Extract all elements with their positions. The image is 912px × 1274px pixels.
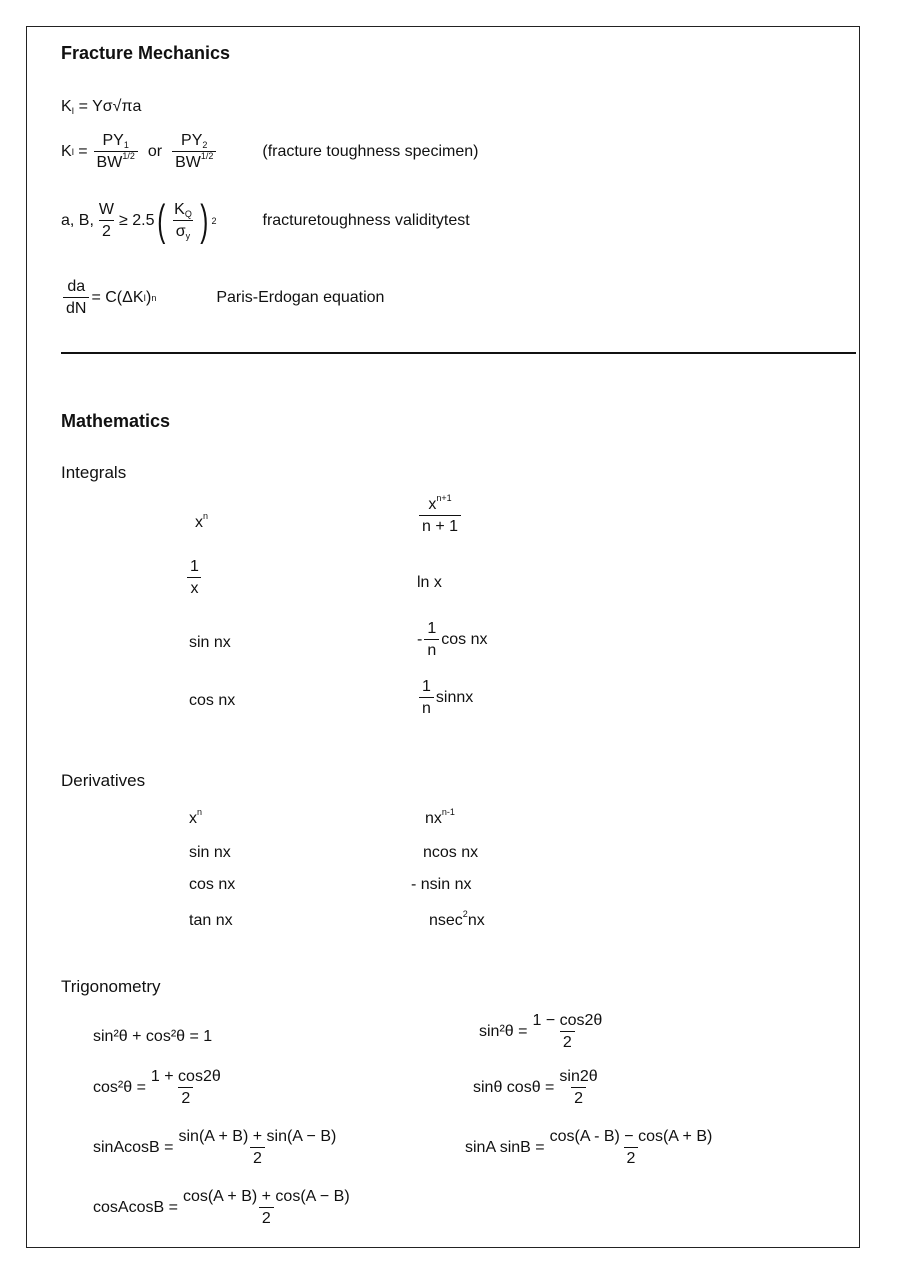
integral-1-num: x (428, 496, 437, 513)
trig-r2-left-lhs: cos²θ = (93, 1079, 146, 1096)
section-divider (61, 352, 856, 354)
trig-sinAcosB (93, 1129, 341, 1167)
eq2-note: (fracture toughness specimen) (262, 143, 479, 160)
integral-3-suffix: cos nx (441, 631, 488, 648)
eq2-f1-den: BW (96, 154, 123, 171)
integral-2-num: 1 (190, 558, 199, 575)
eq3-inner-num-sub: Q (184, 209, 192, 219)
derivative-row-4-result (429, 909, 485, 929)
integral-row-2-function (185, 559, 204, 597)
trig-sin-squared (479, 1013, 607, 1051)
integral-1-den: n + 1 (419, 515, 461, 535)
integral-1-f-sup: n (203, 511, 209, 521)
trig-r2-left-den: 2 (178, 1087, 193, 1107)
trig-r4-left-den: 2 (259, 1207, 274, 1227)
eq1-rhs: = Yσ√πa (74, 98, 142, 115)
eq2-f2-num: PY (181, 132, 203, 149)
integral-row-3-function: sin nx (189, 634, 231, 651)
eq4-num: da (67, 278, 86, 295)
formula-sheet (26, 26, 860, 1248)
trigonometry-heading: Trigonometry (61, 977, 161, 996)
eq3-fraction (96, 202, 117, 240)
trig-r4-left-num: cos(A + B) + cos(A − B) (182, 1188, 350, 1205)
eq2-f1-num-sub: 1 (123, 140, 129, 150)
derivative-4-d: nsec (429, 912, 463, 929)
eq4-rhs: = C(ΔK (91, 289, 144, 306)
derivatives-heading: Derivatives (61, 771, 146, 790)
fracture-mechanics-title: Fracture Mechanics (61, 43, 231, 63)
integral-row-1-result (417, 493, 463, 535)
trig-sin-cos-product (473, 1069, 603, 1107)
validity-test-equation: a, B, $\frac{W}{2}$ ≥ 2.5 ( $\frac{K_Q}{\sigma_y}$ ) 2 fracturetoughness validitytest (61, 196, 470, 245)
derivative-4-d-sup: 2 (462, 909, 468, 919)
integral-2-den: x (187, 577, 201, 597)
trig-r2-right-lhs: sinθ cosθ = (473, 1079, 555, 1096)
trig-sinAsinB (465, 1129, 717, 1167)
derivative-1-d: nx (425, 810, 442, 827)
eq3-inner-fraction (171, 202, 195, 240)
eq3-inner-num: K (174, 201, 185, 218)
eq3-note: fracturetoughness validitytest (262, 212, 470, 229)
integral-row-1-function (195, 511, 209, 531)
derivative-1-f-sup: n (197, 807, 203, 817)
trig-r3-right-num: cos(A - B) − cos(A + B) (549, 1128, 713, 1145)
trig-r1-right-lhs: sin²θ = (479, 1023, 528, 1040)
eq3-inner-den-sub: y (185, 231, 191, 241)
eq2-f2-num-sub: 2 (202, 140, 208, 150)
trig-r2-right-num: sin2θ (559, 1068, 598, 1085)
eq3-ineq: ≥ 2.5 (119, 212, 155, 229)
derivative-4-d-after: nx (467, 912, 485, 929)
derivative-row-4-function: tan nx (189, 912, 233, 929)
trig-r3-left-lhs: sinAcosB = (93, 1139, 174, 1156)
eq4-rhs-close: ) (146, 289, 152, 306)
integral-1-num-sup: n+1 (436, 493, 452, 503)
eq2-fraction-2 (172, 133, 216, 171)
derivative-row-2-result: ncos nx (423, 844, 479, 861)
integral-4-den: n (419, 697, 434, 717)
derivative-row-3-function: cos nx (189, 876, 236, 893)
trig-r2-left-num: 1 + cos2θ (150, 1068, 221, 1085)
derivative-row-1-result (425, 807, 455, 827)
eq4-fraction (63, 279, 89, 317)
trig-r3-left-num: sin(A + B) + sin(A − B) (178, 1128, 337, 1145)
eq2-f2-den: BW (175, 154, 201, 171)
mathematics-title: Mathematics (61, 411, 171, 431)
eq2-f1-den-sup: 1/2 (122, 151, 135, 161)
eq3-prefix: a, B, (61, 212, 94, 229)
trig-r3-left-den: 2 (250, 1147, 265, 1167)
eq2-fraction-1 (94, 133, 138, 171)
eq3-num: W (98, 201, 115, 218)
derivative-row-2-function: sin nx (189, 844, 231, 861)
integral-3-den: n (424, 639, 439, 659)
eq2-f1-num: PY (102, 132, 124, 149)
derivative-row-1-function (189, 807, 203, 827)
eq2-or: or (147, 143, 163, 160)
derivative-row-3-result: - nsin nx (411, 876, 472, 893)
integral-row-4-function: cos nx (189, 692, 236, 709)
trig-cosAcosB (93, 1189, 355, 1227)
trig-pythagorean-identity: sin²θ + cos²θ = 1 (93, 1028, 213, 1045)
trig-r1-right-den: 2 (560, 1031, 575, 1051)
integral-4-num: 1 (422, 678, 431, 695)
integral-1-f: x (195, 514, 203, 531)
trig-r4-left-lhs: cosAcosB = (93, 1199, 178, 1216)
integral-3-num: 1 (427, 620, 437, 637)
trig-r3-right-den: 2 (624, 1147, 639, 1167)
eq2-lhs: K (61, 143, 72, 160)
integral-row-4-result (417, 679, 473, 717)
integral-row-2-result: ln x (417, 574, 442, 591)
integrals-heading: Integrals (61, 463, 127, 482)
trig-r3-right-lhs: sinA sinB = (465, 1139, 545, 1156)
integral-row-3-result (417, 621, 487, 659)
paris-erdogan-equation: $\frac{da}{dN}$ = C(ΔK I ) n Paris-Erdogan equation (61, 279, 384, 317)
eq3-inner-den: σ (175, 223, 186, 240)
eq2-f2-den-sup: 1/2 (200, 151, 214, 161)
eq4-note: Paris-Erdogan equation (216, 289, 385, 306)
trig-r1-right-num: 1 − cos2θ (532, 1012, 603, 1029)
trig-cos-squared (93, 1069, 226, 1107)
fracture-toughness-specimen-equation: K I = $\frac{PY_1}{BW^{1/2}}$ or $\frac{PY_2}{BW^{1/2}}$ (fracture toughness specimen) (61, 132, 479, 171)
derivative-1-f: x (189, 810, 197, 827)
eq1-sub: I (71, 106, 75, 116)
integral-3-prefix: - (417, 631, 423, 648)
stress-intensity-equation (61, 99, 141, 115)
eq3-den: 2 (99, 220, 114, 240)
eq1-lhs: K (61, 98, 72, 115)
trig-r2-right-den: 2 (571, 1087, 586, 1107)
integral-4-suffix: sinnx (435, 689, 474, 706)
eq4-den: dN (63, 297, 89, 317)
derivative-1-d-sup: n-1 (441, 807, 455, 817)
